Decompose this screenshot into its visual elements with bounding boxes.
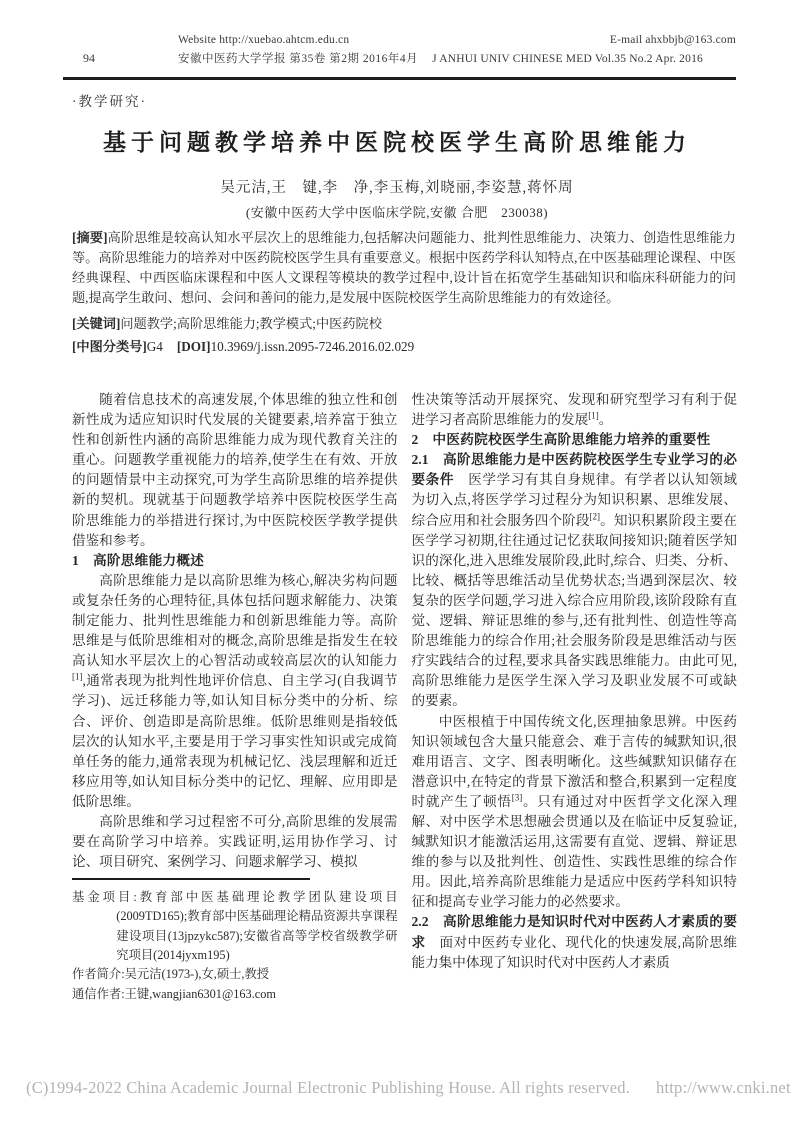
abstract [72, 228, 736, 308]
paragraph-text: 性决策等活动开展探究、发现和研究型学习有利于促进学习者高阶思维能力的发展 [411, 392, 737, 428]
running-head-line1 [63, 34, 736, 46]
paragraph-hot-learning: 高阶思维和学习过程密不可分,高阶思维的发展需要在高阶学习中培养。实践证明,运用协作学习、讨论、项目研究、案例学习、问题求解学习、模拟 [72, 813, 398, 870]
journal-email: E-mail ahxbbjb@163.com [609, 34, 736, 46]
author-bio-note: 作者简介:吴元洁(1973-),女,硕士,教授 [72, 967, 270, 982]
keywords-label: [关键词] [72, 315, 121, 331]
paragraph-continuation [412, 390, 738, 430]
footnote-block [72, 878, 398, 1004]
doi-value: 10.3969/j.issn.2095-7246.2016.02.029 [210, 338, 415, 354]
paragraph-text: 。知识积累阶段主要在医学学习初期,往往通过记忆获取间接知识;随着医学知识的深化,进入思维发展阶段,此时,综合、归类、分析、比较、概括等思维活动呈优势状态;当遇到深层次、较复杂的医学问题,学习进入综合应用阶段,该阶段除有直觉、逻辑、辩证思维的参与,还有批判性、创造性等高阶思维能力的综合作用;社会服务阶段是思维活动与医疗实践结合的过程,要求具备实践思维能力。由此可见,高阶思维能力是医学生深入学习及职业发展不可或缺的要素。 [411, 512, 738, 709]
affiliation: (安徽中医药大学中医临床学院,安徽 合肥 230038) [245, 205, 549, 220]
paragraph-2-1 [412, 450, 738, 711]
running-head-line2 [63, 50, 736, 66]
paragraph-tacit-knowledge [412, 712, 738, 913]
abstract-text: 高阶思维是较高认知水平层次上的思维能力,包括解决问题能力、批判性思维能力、决策力、创造性思维能力等。高阶思维能力的培养对中医药院校医学生具有重要意义。根据中医药学科认知特点,在中医基础理论课程、中医经典课程、中西医临床课程和中医人文课程等模块的教学过程中,设计旨在拓宽学生基础知识和临床科研能力的问题,提高学生敢问、想问、会问和善问的能力,是发展中医院校医学生高阶思维能力的有效途径。 [72, 230, 736, 305]
cnki-url: http://www.cnki.net [656, 1078, 791, 1097]
reference-mark-1: [1] [72, 671, 83, 682]
author-list: 吴元洁,王 键,李 净,李玉梅,刘晓丽,李姿慧,蒋怀周 [220, 180, 574, 196]
footnote-rule [72, 878, 310, 880]
keywords [72, 314, 736, 334]
reference-mark-2: [2] [589, 511, 601, 522]
abstract-label: [摘要] [72, 230, 108, 245]
subsection-title-2-1: 2.1 高阶思维能力是中医药院校医学生专业学习的必要条件 [411, 452, 737, 488]
paragraph-text: 。只有通过对中医哲学文化深入理解、对中医学术思想融会贯通以及在临证中反复验证,缄默知识才能激活运用,这需要有直觉、逻辑、辩证思维的参与以及批判性、创造性、实践性思维的综合作用。因此,培养高阶思维能力是适应中医药学科知识特征和提高专业学习能力的必然要求。 [411, 793, 738, 910]
paragraph-text: ,通常表现为批判性地评价信息、自主学习(自我调节学习)、远迁移能力等,如认知目标分类中的分析、综合、评价、创造即是高阶思维。低阶思维则是指较低层次的认知水平,主要是用于学习事实性知识或完成简单任务的能力,通常表现为机械记忆、浅层理解和近迁移应用等,如认知目标分类中的记忆、理解、应用即是低阶思维。 [72, 673, 398, 809]
paragraph-text: 。 [598, 412, 613, 428]
paragraph-hot-definition [72, 571, 398, 812]
paragraph-text: 面对中医药专业化、现代化的快速发展,高阶思维能力集中体现了知识时代对中医药人才素质 [411, 934, 738, 970]
fund-project-note: 基金项目:教育部中医基础理论教学团队建设项目(2009TD165);教育部中医基础理论精品资源共享课程建设项目(13jpzykc587);安徽省高等学校省级教学研究项目(2014jyxm195) [72, 889, 398, 962]
journal-name-cn: 安徽中医药大学学报 第35卷 第2期 2016年4月 [178, 53, 419, 65]
left-column [72, 390, 398, 1004]
clc-value: G4 [146, 338, 163, 354]
paragraph-text: 高阶思维能力是以高阶思维为核心,解决劣构问题或复杂任务的心理特征,具体包括问题求解能力、决策制定能力、批判性思维能力和创新思维能力等。高阶思维是与低阶思维相对的概念,高阶思维是指发生在较高认知水平层次上的心智活动或较高层次的认知能力 [72, 572, 398, 669]
reference-mark-3: [3] [511, 792, 523, 803]
journal-website: Website http://xuebao.ahtcm.edu.cn [178, 34, 350, 46]
copyright-text: (C)1994-2022 China Academic Journal Electronic Publishing House. All rights reserved. [26, 1078, 631, 1097]
doi-label: [DOI] [176, 338, 211, 354]
header-rule [63, 77, 736, 80]
body-columns [72, 390, 737, 1004]
journal-name-en: J ANHUI UNIV CHINESE MED Vol.35 No.2 Apr. 2016 [432, 53, 703, 65]
section-heading-1: 1 高阶思维能力概述 [72, 552, 205, 568]
paragraph-text: 医学学习有其自身规律。有学者以认知领域为切入点,将医学学习过程分为知识积累、思维发展、综合应用和社会服务四个阶段 [411, 472, 738, 528]
subsection-title-2-2: 2.2 高阶思维能力是知识时代对中医药人才素质的要求 [411, 914, 737, 950]
keywords-text: 问题教学;高阶思维能力;教学模式;中医药院校 [120, 315, 382, 331]
paragraph-text: 中医根植于中国传统文化,医理抽象思辨。中医药知识领域包含大量只能意会、难于言传的缄默知识,很难用语言、文字、图表明晰化。这些缄默知识储存在潜意识中,在特定的背景下激活和整合,积累到一定程度时就产生了顿悟 [411, 713, 737, 809]
paragraph-intro: 随着信息技术的高速发展,个体思维的独立性和创新性成为适应知识时代发展的关键要素,培养富于独立性和创新性内涵的高阶思维能力成为现代教育关注的重心。问题教学重视能力的培养,使学生在有效、开放的问题情景中主动探究,可为学生高阶思维的培养提供新的契机。现就基于问题教学培养中医院校医学生高阶思维能力的举措进行探讨,为中医院校医学教学提供借鉴和参考。 [72, 392, 398, 548]
clc-doi-line [72, 337, 736, 357]
clc-label: [中图分类号] [72, 338, 147, 354]
cnki-copyright-footer [26, 1078, 791, 1098]
page-number: 94 [83, 51, 95, 65]
corresponding-author-note: 通信作者:王键,wangjian6301@163.com [72, 986, 276, 1001]
paragraph-2-2 [412, 912, 738, 972]
article-title: 基于问题教学培养中医院校医学生高阶思维能力 [103, 130, 691, 155]
column-section-marker: ·教学研究· [72, 94, 147, 109]
reference-mark-1: [1] [588, 410, 599, 421]
section-heading-2: 2 中医药院校医学生高阶思维能力培养的重要性 [411, 432, 711, 448]
article-meta [72, 228, 736, 356]
running-head [63, 34, 736, 66]
right-column [412, 390, 738, 1004]
